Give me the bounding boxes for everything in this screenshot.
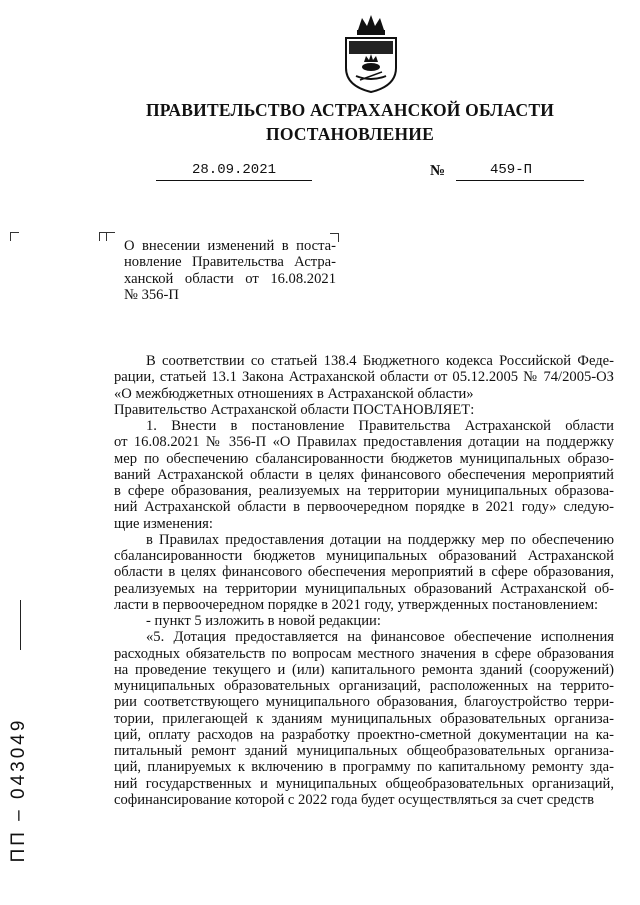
body-line: на проведение текущего и (или) капитального ремонта зданий (сооружений) xyxy=(114,661,614,678)
body-line: мер по обеспечению сбалансированности бюджетов муниципальных образо- xyxy=(114,450,614,467)
coat-of-arms-emblem xyxy=(340,12,402,94)
body-line: области в целях финансового обеспечения мероприятий в сфере образования, xyxy=(114,564,614,581)
body-line: ласти в первоочередном порядке в 2021 году, утвержденных постановлением: xyxy=(114,596,599,613)
body-line: расходных обязательств по вопросам местного значения в сфере образования xyxy=(114,645,614,662)
body-line: Правительство Астраханской области ПОСТАНОВЛЯЕТ: xyxy=(114,401,475,418)
body-line: муниципальных образовательных организаций, расположенных на террито- xyxy=(114,678,614,694)
form-serial-text: ПП – 043049 xyxy=(8,717,29,863)
body-paragraph xyxy=(114,353,614,402)
body-line: 1. Внести в постановление Правительства Астраханской области xyxy=(146,418,614,434)
body-paragraph xyxy=(114,418,614,532)
body-line: в Правилах предоставления дотации на поддержку мер по обеспечению xyxy=(146,531,614,548)
body-line: рации, статьей 13.1 Закона Астраханской области от 05.12.2005 № 74/2005-ОЗ xyxy=(114,369,614,386)
body-line: «5. Дотация предоставляется на финансовое обеспечение исполнения xyxy=(146,629,614,646)
body-paragraph xyxy=(114,532,614,613)
body-line: ций, планируемых к включению в программу по капитальному ремонту зда- xyxy=(114,759,614,776)
body-line: ний государственных и муниципальных общеобразовательных организаций, xyxy=(114,775,614,792)
body-paragraph xyxy=(114,629,614,808)
body-line: ций, оплату расходов на разработку проектно-сметной документации на ка- xyxy=(114,726,614,743)
body-line: В соответствии со статьей 138.4 Бюджетного кодекса Российской Феде- xyxy=(146,353,614,369)
body-line: реализуемых на территории муниципальных образований Астраханской об- xyxy=(114,580,614,597)
subject-line: № 356-П xyxy=(124,287,179,304)
document-body xyxy=(114,353,614,808)
body-line: в сфере образования, реализуемых на территории муниципальных образова- xyxy=(114,483,614,499)
body-line: ний Астраханской области в первоочередном порядке в 2021 году» следую- xyxy=(114,499,614,516)
body-line: питальный ремонт зданий муниципальных общеобразовательных организа- xyxy=(114,743,614,759)
subject-line: О внесении изменений в поста- xyxy=(124,238,336,254)
body-line: ваний Астраханской области в целях финансового обеспечения мероприятий xyxy=(114,466,614,483)
document-subject xyxy=(124,238,336,304)
body-line: «О межбюджетных отношениях в Астраханской области» xyxy=(114,385,474,402)
body-line: софинансирование которой с 2022 года будет осуществляться за счет средств xyxy=(114,791,595,808)
number-sign: № xyxy=(430,163,446,179)
margin-line xyxy=(20,600,21,650)
corner-mark xyxy=(10,232,19,241)
form-serial-number xyxy=(4,710,34,870)
subject-line: новление Правительства Астра- xyxy=(124,254,336,271)
subject-line: ханской области от 16.08.2021 xyxy=(124,270,336,287)
body-line: щие изменения: xyxy=(114,515,213,532)
document-date: 28.09.2021 xyxy=(192,162,277,178)
number-underline xyxy=(456,180,584,181)
body-line: сбалансированности бюджетов муниципальных образований Астраханской xyxy=(114,548,614,564)
government-title: ПРАВИТЕЛЬСТВО АСТРАХАНСКОЙ ОБЛАСТИ xyxy=(145,100,555,120)
document-number: 459-П xyxy=(490,162,533,178)
body-line: рии соответствующего муниципального образования, благоустройство терри- xyxy=(114,694,614,711)
body-line: от 16.08.2021 № 356-П «О Правилах предоставления дотации на поддержку xyxy=(114,434,614,451)
body-line: тории, прилегающей к зданиям муниципальных образовательных организа- xyxy=(114,710,614,727)
corner-mark xyxy=(106,232,115,241)
body-line: - пункт 5 изложить в новой редакции: xyxy=(146,613,381,629)
body-paragraph xyxy=(114,613,614,629)
body-paragraph xyxy=(114,402,614,418)
document-type-heading: ПОСТАНОВЛЕНИЕ xyxy=(266,124,434,144)
date-underline xyxy=(156,180,312,181)
